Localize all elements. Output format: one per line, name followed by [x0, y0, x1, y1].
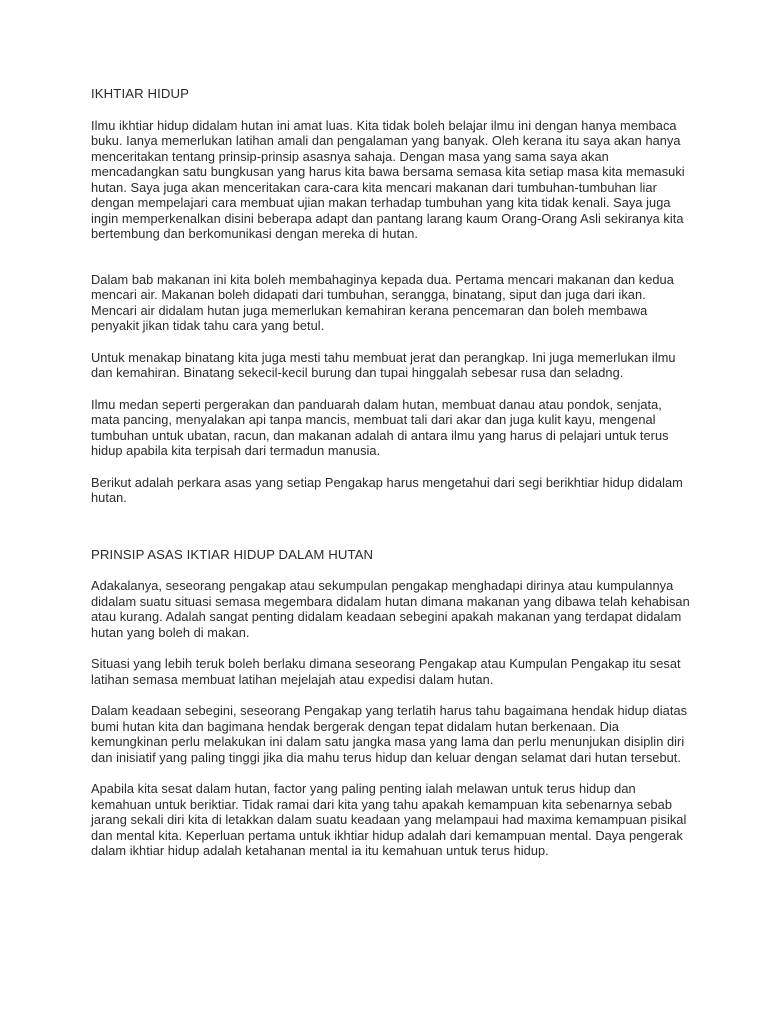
document-title: IKHTIAR HIDUP [91, 86, 190, 101]
document-page [91, 86, 691, 875]
intro-paragraph: Ilmu ikhtiar hidup didalam hutan ini amat luas. Kita tidak boleh belajar ilmu ini dengan hanya membaca buku. Ianya memerlukan latihan amali dan pengalaman yang banyak. Oleh kerana itu saya akan hanya menceritakan tentang prinsip-prinsip asasnya sahaja. Dengan masa yang sama saya akan mencadangkan satu bungkusan yang harus kita bawa bersama semasa kita setiap masa kita memasuki hutan. Saya juga akan menceritakan cara-cara kita mencari makanan dari tumbuhan-tumbuhan liar dengan mempelajari cara membuat ujian makan terhadap tumbuhan yang kita tidak kenali. Saya juga ingin memperkenalkan disini beberapa adapt dan pantang larang kaum Orang-Orang Asli sekiranya kita bertembung dan berkomunikasi dengan mereka di hutan. [91, 117, 685, 241]
section-paragraph: Apabila kita sesat dalam hutan, factor yang paling penting ialah melawan untuk terus hidup dan kemahuan untuk beriktiar. Tidak ramai dari kita yang tahu apakah kemampuan kita sebenarnya sebab jarang sekali diri kita di letakkan dalam suatu keadaan yang melampaui had maxima kemampuan pisikal dan mental kita. Keperluan pertama untuk ikhtiar hidup adalah dari kemampuan mental. Daya pengerak dalam ikhtiar hidup adalah ketahanan mental ia itu kemahuan untuk terus hidup. [91, 781, 687, 858]
section-title: PRINSIP ASAS IKTIAR HIDUP DALAM HUTAN [91, 546, 374, 562]
intro-paragraph: Untuk menakap binatang kita juga mesti tahu membuat jerat dan perangkap. Ini juga memerlukan ilmu dan kemahiran. Binatang sekecil-kecil burung dan tupai hinggalah sebesar rusa dan seladng. [91, 349, 676, 380]
intro-paragraph: Ilmu medan seperti pergerakan dan panduarah dalam hutan, membuat danau atau pondok, senjata, mata pancing, menyalakan api tanpa mancis, membuat tali dari akar dan juga kulit kayu, mengenal tumbuhan untuk ubatan, racun, dan makanan adalah di antara ilmu yang harus di pelajari untuk terus hidup apabila kita terpisah dari termadun manusia. [91, 396, 669, 458]
section-paragraph: Dalam keadaan sebegini, seseorang Pengakap yang terlatih harus tahu bagaimana hendak hidup diatas bumi hutan kita dan bagimana hendak bergerak dengan tepat didalam hutan berkenaan. Dia kemungkinan perlu melakukan ini dalam satu jangka masa yang lama dan perlu menunjukan disiplin diri dan inisiatif yang paling tinggi jika dia mahu terus hidup dan keluar dengan selamat dari hutan tersebut. [91, 703, 688, 765]
section-paragraph: Adakalanya, seseorang pengakap atau sekumpulan pengakap menghadapi dirinya atau kumpulannya didalam suatu situasi semasa megembara didalam hutan dimana makanan yang dibawa telah kehabisan atau kurang. Adalah sangat penting didalam keadaan sebegini apakah makanan yang terdapat didalam hutan yang boleh di makan. [91, 578, 690, 640]
intro-paragraph: Dalam bab makanan ini kita boleh membahaginya kepada dua. Pertama mencari makanan dan kedua mencari air. Makanan boleh didapati dari tumbuhan, serangga, binatang, siput dan juga dari ikan. Mencari air didalam hutan juga memerlukan kemahiran kerana pencemaran dan boleh membawa penyakit jikan tidak tahu cara yang betul. [91, 271, 674, 333]
section-paragraph: Situasi yang lebih teruk boleh berlaku dimana seseorang Pengakap atau Kumpulan Pengakap itu sesat latihan semasa membuat latihan mejelajah atau expedisi dalam hutan. [91, 656, 681, 687]
intro-paragraph: Berikut adalah perkara asas yang setiap Pengakap harus mengetahui dari segi berikhtiar hidup didalam hutan. [91, 474, 683, 505]
